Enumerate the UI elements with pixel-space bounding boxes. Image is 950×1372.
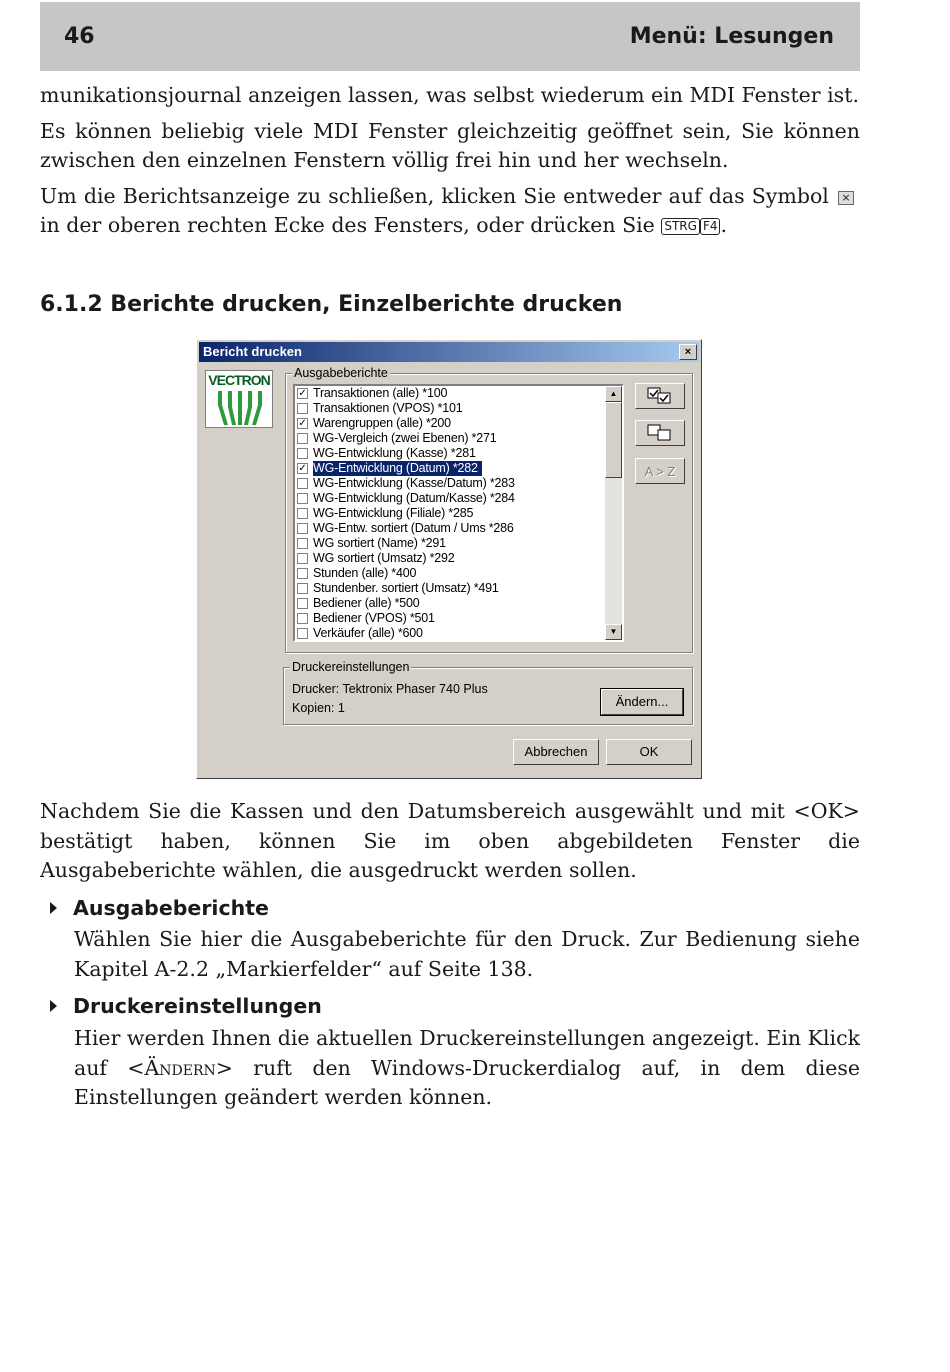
list-item[interactable] [295,536,604,551]
list-item[interactable] [295,461,604,476]
list-item[interactable] [295,626,604,640]
list-item[interactable] [295,431,604,446]
after-text [40,797,860,886]
page-number: 46 [64,24,95,49]
list-item-label: WG sortiert (Name) *291 [313,536,446,550]
bullet-text-part: Hier werden Ihnen die aktuellen Druckereinstellungen angezeigt. Ein Klick auf < [74,1026,860,1080]
reports-list [295,386,604,640]
bullet-reports [50,896,269,920]
list-item[interactable] [295,491,604,506]
list-item-label: WG-Entwicklung (Datum/Kasse) *284 [313,491,515,505]
list-item-label: WG-Entwicklung (Kasse) *281 [313,446,476,460]
triangle-bullet-icon [50,1000,57,1012]
list-item[interactable] [295,551,604,566]
bullet-text-part: > ruft den Windows-Druckerdialog auf, in dem diese Einstellungen geändert werden können. [74,1055,860,1109]
list-item[interactable] [295,446,604,461]
list-item[interactable] [295,386,604,401]
key-f4: F4 [700,218,721,235]
list-item-label: Stundenber. sortiert (Umsatz) *491 [313,581,499,595]
paragraph: Nachdem Sie die Kassen und den Datumsbereich ausgewählt und mit <OK> bestätigt haben, können Sie im oben abgebildeten Fenster die Ausgabeberichte wählen, die ausgedruckt werden sollen. [40,799,860,882]
checkbox-icon[interactable] [297,493,308,504]
checkbox-icon[interactable] [297,613,308,624]
ok-button[interactable]: OK [606,739,692,765]
checkbox-icon[interactable] [297,598,308,609]
checkbox-icon[interactable] [297,523,308,534]
list-item[interactable] [295,401,604,416]
checkbox-icon[interactable] [297,508,308,519]
triangle-bullet-icon [50,902,57,914]
bullet-text: Wählen Sie hier die Ausgabeberichte für den Druck. Zur Bedienung siehe Kapitel A-2.2 „Markierfelder“ auf Seite 138. [74,927,860,981]
paragraph-text: Um die Berichtsanzeige zu schließen, klicken Sie entweder auf das Symbol [40,183,829,208]
list-item[interactable] [295,581,604,596]
checkbox-icon[interactable] [297,403,308,414]
checkbox-icon[interactable] [297,433,308,444]
checkbox-icon[interactable] [297,478,308,489]
dialog-title: Bericht drucken [203,344,302,359]
close-icon: × [838,191,854,205]
chapter-title: Menü: Lesungen [629,24,834,49]
key-strg: STRG [661,218,700,235]
checkboxes-empty-icon [647,424,673,442]
checkbox-icon[interactable] [297,583,308,594]
period: . [720,213,728,237]
list-item[interactable] [295,416,604,431]
list-item-label: Warengruppen (alle) *200 [313,416,451,430]
scroll-up-icon[interactable]: ▲ [605,386,622,402]
list-item-label: Stunden (alle) *400 [313,566,417,580]
scroll-down-icon[interactable]: ▼ [605,624,622,640]
printer-name: Drucker: Tektronix Phaser 740 Plus [292,682,488,696]
list-item-label: Transaktionen (VPOS) *101 [313,401,463,415]
sort-button[interactable]: A > Z [635,458,685,484]
list-item-label: Transaktionen (alle) *100 [313,386,448,400]
print-report-dialog [196,339,702,779]
printer-group-label: Druckereinstellungen [292,660,410,674]
checkbox-icon[interactable] [297,538,308,549]
list-item-label: Bediener (alle) *500 [313,596,420,610]
list-item[interactable] [295,596,604,611]
paragraph: Es können beliebig viele MDI Fenster gleichzeitig geöffnet sein, Sie können zwischen den einzelnen Fenstern völlig frei hin und her wechseln. [40,118,860,172]
list-scrollbar[interactable] [605,386,622,640]
checkbox-icon[interactable] [297,628,308,639]
checkboxes-checked-icon [647,387,673,405]
intro-text [40,81,860,241]
list-item-label: WG sortiert (Umsatz) *292 [313,551,455,565]
list-item-label: WG-Entwicklung (Datum) *282 [313,461,482,476]
list-item-label: WG-Entwicklung (Filiale) *285 [313,506,474,520]
list-item-label: Verkäufer (alle) *600 [313,626,423,640]
list-item[interactable] [295,566,604,581]
bullet-text [74,1024,860,1113]
bullet-title: Druckereinstellungen [73,994,322,1018]
list-item[interactable] [295,611,604,626]
reports-listbox[interactable] [293,384,624,642]
select-all-button[interactable] [635,383,685,409]
page-header [40,2,860,71]
change-printer-button[interactable]: Ändern... [601,689,683,715]
list-item[interactable] [295,521,604,536]
checkbox-icon[interactable] [297,568,308,579]
key-change: Ändern [144,1055,216,1080]
deselect-all-button[interactable] [635,420,685,446]
bullet-printer [50,994,322,1018]
cancel-button[interactable]: Abbrechen [513,739,599,765]
list-item-label: Bediener (VPOS) *501 [313,611,435,625]
list-item-label: WG-Vergleich (zwei Ebenen) *271 [313,431,497,445]
copies-count: Kopien: 1 [292,701,345,715]
list-item[interactable] [295,476,604,491]
paragraph: munikationsjournal anzeigen lassen, was selbst wiederum ein MDI Fenster ist. [40,83,859,107]
paragraph [40,182,860,241]
dialog-titlebar [199,342,699,362]
list-item[interactable] [295,506,604,521]
logo-graphic [214,391,266,425]
checkbox-checked-icon[interactable]: ✓ [298,388,307,399]
scroll-thumb[interactable] [605,402,622,478]
bullet-title: Ausgabeberichte [73,896,269,920]
vectron-logo [205,370,273,428]
reports-group-label: Ausgabeberichte [294,366,388,380]
checkbox-icon[interactable] [297,448,308,459]
list-item-label: WG-Entw. sortiert (Datum / Ums *286 [313,521,514,535]
checkbox-checked-icon[interactable]: ✓ [298,418,307,429]
logo-text: VECTRON [208,372,270,388]
close-icon[interactable]: × [679,344,697,360]
checkbox-icon[interactable] [297,553,308,564]
section-title: 6.1.2 Berichte drucken, Einzelberichte drucken [40,292,623,317]
paragraph-text: in der oberen rechten Ecke des Fensters, oder drücken Sie [40,213,655,237]
checkbox-checked-icon[interactable]: ✓ [298,463,307,474]
list-item-label: WG-Entwicklung (Kasse/Datum) *283 [313,476,515,490]
